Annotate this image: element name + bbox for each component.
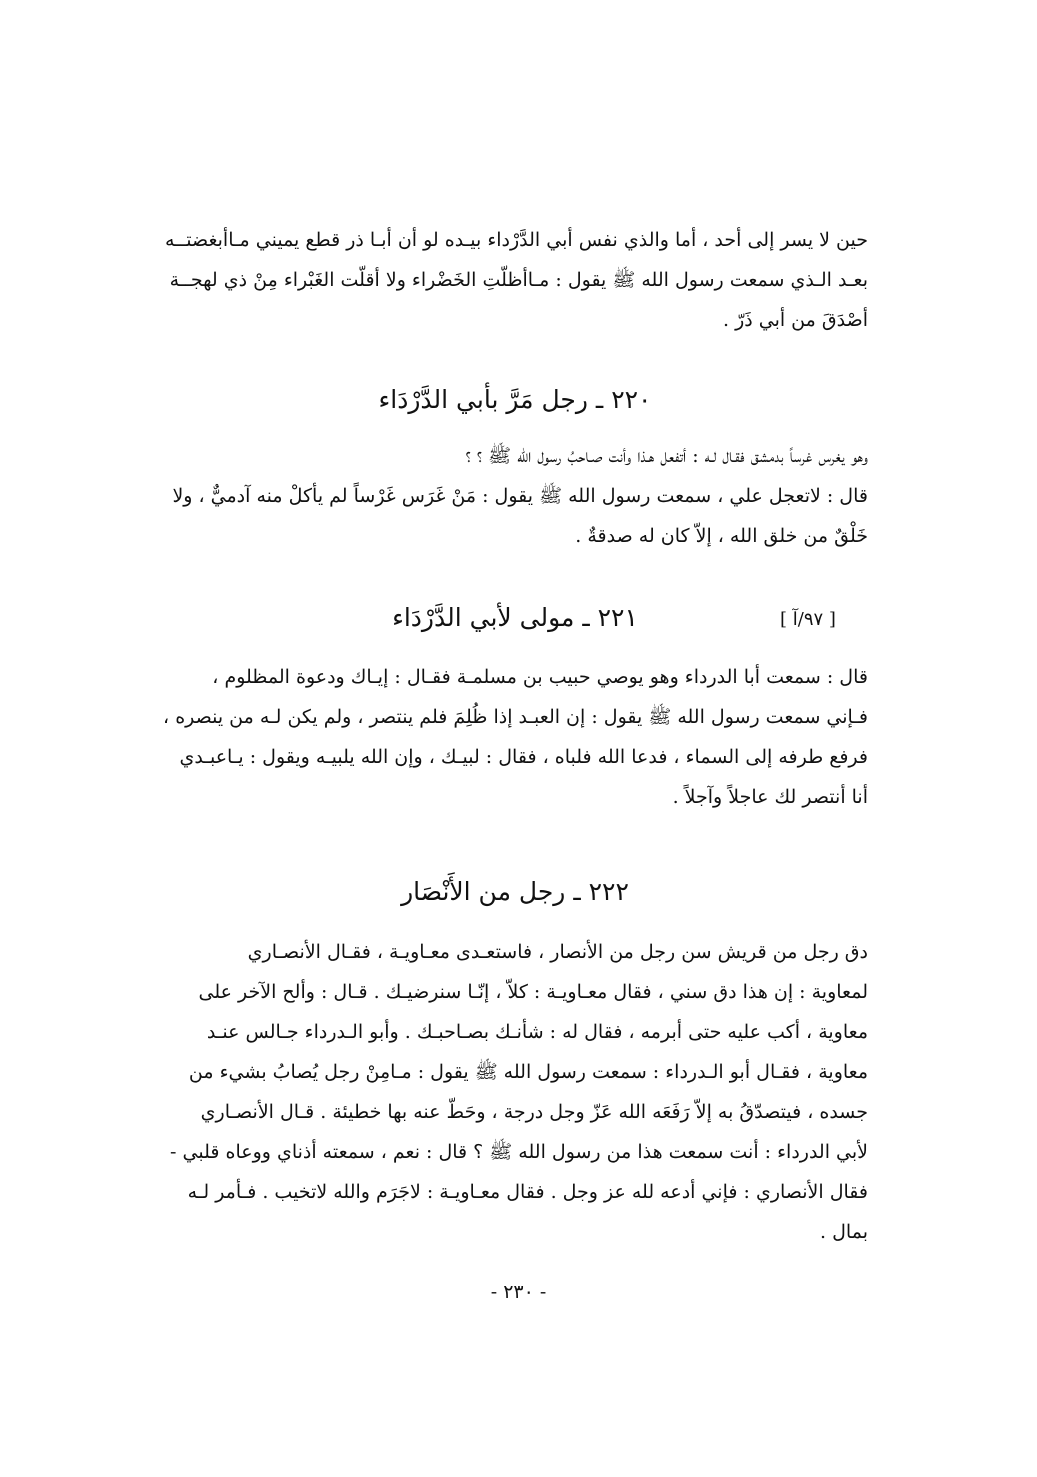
text-line: قال : لاتعجل علي ، سمعت رسول الله ﷺ يقول : مَنْ غَرَس غَرْساً لم يأكلْ منه آدميٌّ ، ولا (172, 485, 868, 507)
text-line: معاوية ، أكب عليه حتى أبرمه ، فقال له : شأنـك بصـاحبـك . وأبو الـدرداء جـالس عنـد (206, 1021, 868, 1043)
paragraph-220 (162, 436, 868, 556)
text-line: بعـد الـذي سمعت رسول الله ﷺ يقول : مـاأظلّتِ الخَضْراء ولا أقلّت الغَبْراء مِنْ ذي لهجــة (169, 269, 868, 291)
text-line: فقال الأنصاري : فإني أدعه لله عز وجل . فقال معـاويـة : لاجَرَم والله لاتخيب . فـأمر لـه (187, 1181, 868, 1203)
text-line: بمال . (820, 1221, 868, 1243)
page-number: - ٢٣٠ - (490, 1281, 547, 1303)
text-line: أصْدَقَ من أبي ذَرّ . (722, 309, 868, 331)
folio-reference: [ ٩٧/آ ] (780, 609, 836, 630)
text-line: حين لا يسر إلى أحد ، أما والذي نفس أبي الدَّرْداء بيـده لو أن أبـا ذر قطع يميني مـاأبغضتــه (164, 229, 868, 251)
text-line: أنا أنتصر لك عاجلاً وآجلاً . (672, 786, 868, 808)
text-line: دق رجل من قريش سن رجل من الأنصار ، فاستعـدى معـاويـة ، فقـال الأنصـاري (247, 941, 868, 963)
text-line: فرفع طرفه إلى السماء ، فدعا الله فلباه ، فقال : لبيـك ، وإن الله يلبيـه ويقول : يـاعبـدي (179, 746, 868, 768)
text-line: قال : سمعت أبا الدرداء وهو يوصي حبيب بن مسلمـة فقـال : إيـاك ودعوة المظلوم ، (212, 666, 868, 688)
text-line: جسده ، فيتصدّقُ به إلاّ رَفَعَه الله عَزّ وجل درجة ، وحَطّ عنه بها خطيئة . قـال الأنصـاري (200, 1101, 868, 1123)
text-line: فـإني سمعت رسول الله ﷺ يقول : إن العبـد إذا ظُلِمَ فلم ينتصر ، ولم يكن لـه من ينصره ، (163, 706, 868, 728)
section-heading-220: ٢٢٠ ـ رجل مَرَّ بأبي الدَّرْدَاء (378, 385, 652, 414)
text-line: وهو يغرس غرساً بدمشق فقـال لـه : أتفعل هـذا وأنت صـاحبُ رسول الله ﷺ ؟ ؟ (465, 445, 868, 467)
text-line: لأبي الدرداء : أنت سمعت هذا من رسول الله ﷺ ؟ قال : نعم ، سمعته أذناي ووعاه قلبي - (170, 1141, 868, 1163)
section-heading-221: ٢٢١ ـ مولى لأبي الدَّرْدَاء (392, 603, 638, 632)
paragraph-221 (162, 657, 868, 817)
text-line: خَلْقٌ من خلق الله ، إلاّ كان له صدقةٌ . (575, 525, 868, 547)
text-line: لمعاوية : إن هذا دق سني ، فقال معـاويـة : كلاّ ، إنّـا سنرضيـك . قـال : وألح الآخر على (198, 981, 868, 1003)
paragraph-222 (162, 932, 868, 1252)
paragraph-abu-dharr (162, 220, 868, 340)
section-heading-222: ٢٢٢ ـ رجل من الأَنْصَار (401, 877, 629, 906)
text-line: معاوية ، فقـال أبو الـدرداء : سمعت رسول الله ﷺ يقول : مـامِنْ رجل يُصابُ بشيء من (188, 1061, 868, 1083)
